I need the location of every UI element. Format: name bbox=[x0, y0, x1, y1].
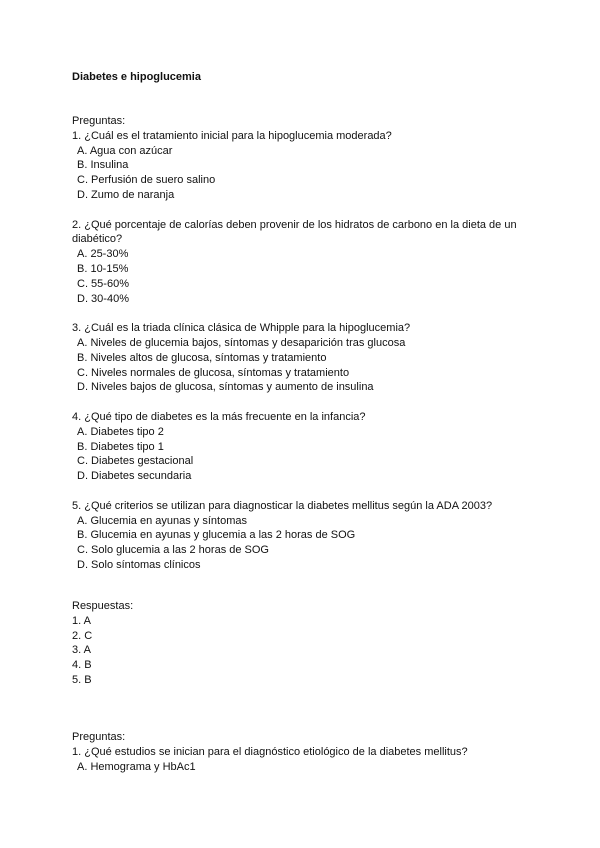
option-a: A. Diabetes tipo 2 bbox=[77, 425, 164, 438]
question-4 bbox=[72, 410, 532, 484]
answer-item: 3. A bbox=[72, 644, 91, 657]
question-text: 5. ¿Qué criterios se utilizan para diagnosticar la diabetes mellitus según la ADA 2003? bbox=[72, 499, 493, 512]
option-c: C. Perfusión de suero salino bbox=[77, 174, 216, 187]
section-heading: Preguntas: bbox=[72, 731, 126, 743]
question-3 bbox=[72, 321, 532, 395]
option-b: B. Diabetes tipo 1 bbox=[77, 440, 164, 453]
answers-section bbox=[72, 599, 532, 688]
option-b: B. Niveles altos de glucosa, síntomas y tratamiento bbox=[77, 351, 327, 364]
option-d: D. Zumo de naranja bbox=[77, 188, 175, 201]
answer-item: 2. C bbox=[72, 629, 93, 642]
answer-item: 4. B bbox=[72, 659, 92, 672]
question-text: 1. ¿Cuál es el tratamiento inicial para la hipoglucemia moderada? bbox=[72, 129, 392, 142]
questions-section-1 bbox=[72, 114, 532, 573]
question-1 bbox=[72, 129, 532, 203]
option-a: A. Agua con azúcar bbox=[77, 144, 173, 157]
document-title: Diabetes e hipoglucemia bbox=[72, 71, 201, 83]
option-c: C. Diabetes gestacional bbox=[77, 455, 194, 468]
option-d: D. Solo síntomas clínicos bbox=[77, 558, 201, 571]
question-1 bbox=[72, 745, 532, 775]
option-b: B. Insulina bbox=[77, 159, 129, 172]
answer-item: 5. B bbox=[72, 673, 92, 686]
option-c: C. Niveles normales de glucosa, síntomas y tratamiento bbox=[77, 366, 350, 379]
questions-section-2 bbox=[72, 730, 532, 774]
option-d: D. Diabetes secundaria bbox=[77, 470, 192, 483]
section-heading: Preguntas: bbox=[72, 115, 126, 127]
question-text: 4. ¿Qué tipo de diabetes es la más frecuente en la infancia? bbox=[72, 410, 366, 423]
question-text: 2. ¿Qué porcentaje de calorías deben provenir de los hidratos de carbono en la dieta de un diabético? bbox=[72, 218, 517, 246]
question-5 bbox=[72, 499, 532, 573]
option-a: A. Niveles de glucemia bajos, síntomas y desaparición tras glucosa bbox=[77, 336, 406, 349]
option-b: B. 10-15% bbox=[77, 262, 129, 275]
option-d: D. 30-40% bbox=[77, 292, 129, 305]
question-text: 1. ¿Qué estudios se inician para el diagnóstico etiológico de la diabetes mellitus? bbox=[72, 745, 468, 758]
option-c: C. Solo glucemia a las 2 horas de SOG bbox=[77, 544, 269, 557]
option-a: A. 25-30% bbox=[77, 248, 129, 261]
answers-heading: Respuestas: bbox=[72, 600, 134, 612]
option-b: B. Glucemia en ayunas y glucemia a las 2 horas de SOG bbox=[77, 529, 356, 542]
option-a: A. Hemograma y HbAc1 bbox=[77, 760, 196, 773]
option-c: C. 55-60% bbox=[77, 277, 129, 290]
option-d: D. Niveles bajos de glucosa, síntomas y aumento de insulina bbox=[77, 381, 374, 394]
answer-item: 1. A bbox=[72, 614, 91, 627]
question-2 bbox=[72, 218, 532, 307]
question-text: 3. ¿Cuál es la triada clínica clásica de Whipple para la hipoglucemia? bbox=[72, 322, 411, 335]
option-a: A. Glucemia en ayunas y síntomas bbox=[77, 514, 247, 527]
